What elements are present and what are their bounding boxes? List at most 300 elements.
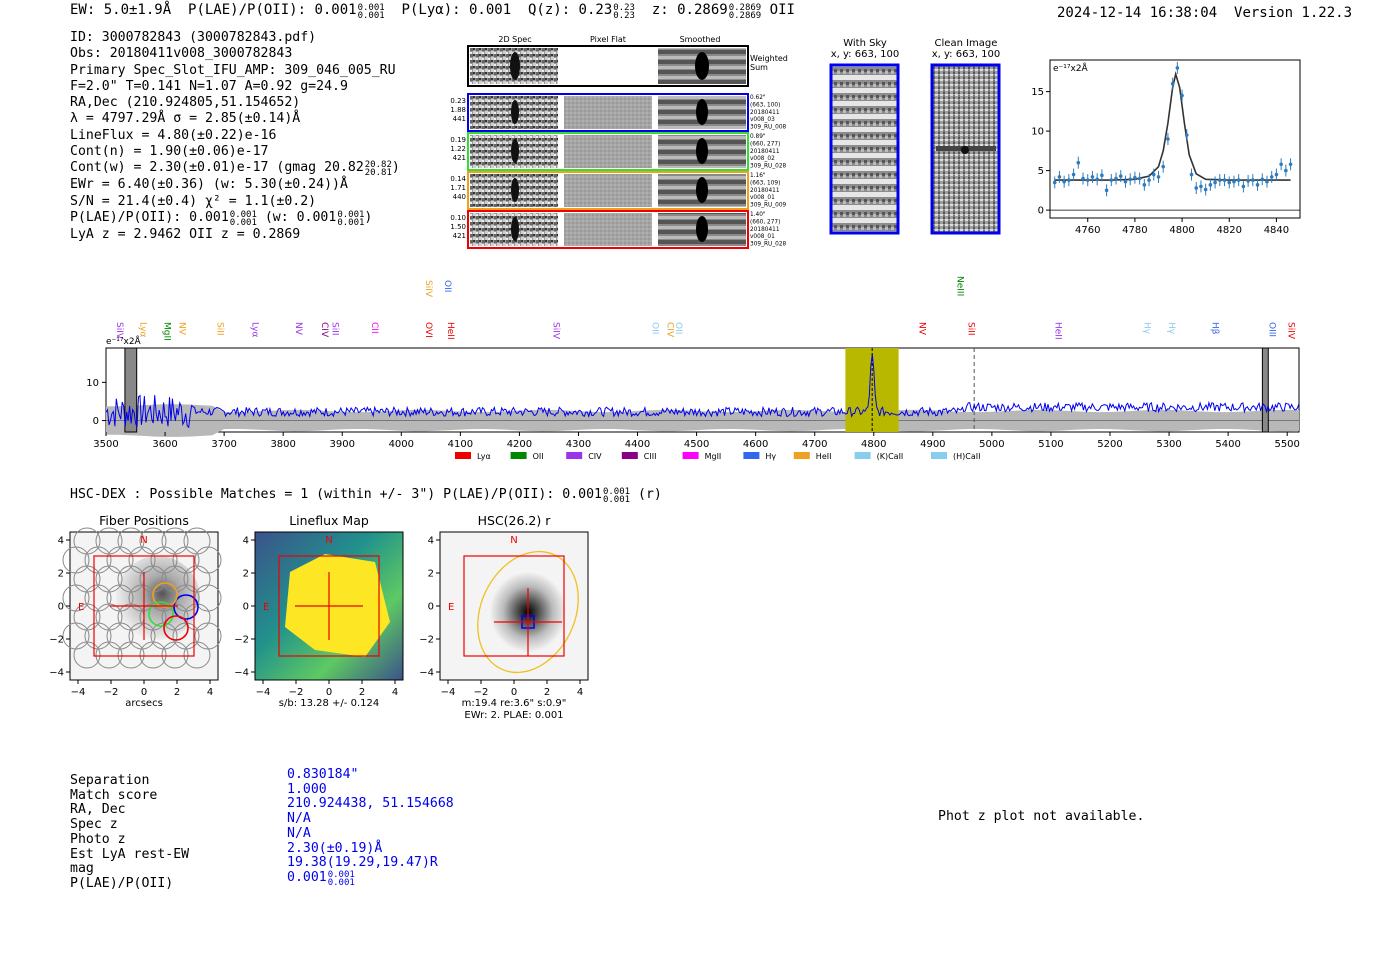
fit-data-point [1072,173,1076,177]
fiber-2d-spec-source [511,139,519,163]
header-plya: P(Lyα): 0.001 [401,2,512,18]
match-label-plae: P(LAE)/P(OII) [70,875,174,891]
spectrum-line-label: OII [673,322,684,335]
fiber-meta: v008_03 [750,117,775,124]
compass-east: E [263,602,270,613]
header-ew: EW: 5.0±1.9Å [70,2,172,18]
with-sky-image [831,65,898,233]
compass-east: E [448,602,455,613]
fiber-meta: (660, 277) [750,219,781,226]
fit-data-point [1100,174,1104,178]
panel-ytick-label: 2 [242,568,249,580]
fiber-stat: 421 [452,154,466,162]
legend-swatch [683,452,699,459]
panel-xtick-label: 0 [140,687,148,698]
full-spectrum-chart [70,272,1310,464]
panel-xtick-label: −2 [103,687,119,698]
spectrum-xtick-label: 3800 [270,439,296,450]
match-values [287,768,454,887]
match-value-mag: 19.38(19.29,19.47)R [287,855,438,871]
spectrum-xtick-label: 4100 [447,439,474,450]
fit-data-point [1279,162,1283,166]
panel-title: Lineflux Map [289,513,369,528]
spectrum-line-label: CIV [319,322,330,338]
header-datetime: 2024-12-14 16:38:04 [1057,5,1218,21]
legend-swatch [931,452,947,459]
header-qz: Q(z): 0.23 [527,2,613,18]
spectrum-xtick-label: 3500 [93,439,119,450]
fit-xtick-label: 4840 [1263,225,1290,235]
compass-east: E [78,602,85,613]
info-plae-w-sub: 0.001 [337,217,365,228]
panel-xtick-label: 2 [543,687,551,698]
spectrum-line-label: OVI [423,322,434,338]
clean-image-title: Clean Image [934,38,998,49]
header-plae-sub: 0.001 [357,11,385,21]
dex-sup: 0.001 [602,487,631,497]
panel-xlabel: m:19.4 re:3.6" s:0.9" [461,698,567,709]
info-contw-sub: 20.81 [364,168,392,179]
spectrum-xtick-label: 4500 [683,439,710,450]
fiber-meta: 1.16" [750,173,766,179]
legend-label: Hγ [765,452,777,461]
fiber-cutouts [440,30,820,260]
info-sn: S/N = 21.4(±0.4) χ² = 1.1(±0.2) [70,193,317,209]
match-label-lya-ew: Est LyA rest-EW [70,846,190,862]
info-plae-w-sup: 0.001 [337,209,365,220]
panel-title: HSC(26.2) r [477,513,551,528]
fiber-stat: 0.19 [450,136,466,144]
match-value-specz: N/A [287,811,311,827]
spectrum-xtick-label: 5000 [979,439,1005,450]
spectrum-line-label: SiIV [550,322,561,340]
fit-xtick-label: 4780 [1122,225,1148,235]
info-contw: Cont(w) = 2.30(±0.01)e-17 (gmag 20.82 [70,160,364,176]
spectrum-xtick-label: 3900 [329,439,355,450]
spectrum-line-label: Lyα [137,322,148,338]
panel-xtick-label: 0 [325,687,333,698]
imaging-panel-3 [419,513,597,721]
panel-ytick-label: −4 [419,667,434,679]
fiber-meta: 20180411 [750,226,780,233]
header-version: Version 1.22.3 [1234,5,1353,21]
info-plae-w-end: ) [364,209,373,225]
match-plae-sub: 0.001 [327,877,355,888]
fiber-stat: 0.10 [450,214,466,222]
info-plae-row [70,210,400,227]
compass-north: N [510,535,518,546]
info-contw-row [70,160,400,177]
spectrum-line-label: OII [649,322,660,335]
info-lyaz: LyA z = 2.9462 OII z = 0.2869 [70,226,301,242]
panel-xtick-label: −2 [288,687,304,698]
match-value-radec: 210.924438, 51.154668 [287,796,454,812]
panel-ytick-label: −4 [234,667,249,679]
match-value-lya-ew: 2.30(±0.19)Å [287,840,383,856]
legend-label: MgII [704,452,722,461]
fiber-stat: 1.22 [450,145,466,153]
fiber-cutout-row-3 [450,172,786,209]
header-plae-sup: 0.001 [357,3,385,13]
match-value-photoz: N/A [287,825,311,841]
fit-data-point [1105,189,1109,193]
cutout-col-title-1: 2D Spec [498,35,532,44]
fiber-cutout-row-2 [450,133,786,170]
fiber-smoothed-source [696,138,708,164]
fit-data-point [1147,178,1151,182]
spectrum-xtick-label: 5400 [1215,439,1241,450]
spectrum-xtick-label: 4000 [388,439,415,450]
weighted-sum-label-1: Weighted [750,54,788,63]
fiber-meta: 309_RU_028 [750,241,787,248]
clean-image-header [921,38,1011,60]
spectrum-xtick-label: 3600 [152,439,178,450]
fiber-meta: 0.89" [750,134,766,140]
panel-xtick-label: −4 [70,687,86,698]
legend-swatch [511,452,527,459]
fit-data-point [1251,178,1255,182]
legend-swatch [743,452,759,459]
fit-data-point [1058,175,1062,179]
fit-data-point [1157,175,1161,179]
spectrum-xtick-label: 4400 [624,439,651,450]
fiber-meta: 20180411 [750,109,780,116]
panel-sublabel: EWr: 2. PLAE: 0.001 [464,710,564,721]
legend-label: HeII [815,452,832,461]
fiber-stat: 1.71 [450,184,466,192]
fit-xtick-label: 4800 [1169,225,1195,235]
weighted-sum-label-2: Sum [750,63,768,72]
panel-ytick-label: −2 [49,634,64,646]
dex-text: HSC-DEX : Possible Matches = 1 (within +/- 3") P(LAE)/P(OII): 0.001 [70,487,602,502]
panel-ytick-label: 0 [242,601,249,613]
header-z: z: 0.2869 [651,2,728,18]
legend-label: Lyα [477,452,491,461]
spectrum-line-label: OIII [1266,322,1277,338]
spectrum-line-label: SiII [329,322,340,336]
spectrum-line-label: CIV [664,322,675,338]
fit-data-point [1091,175,1095,179]
imaging-panels [40,510,620,725]
fit-data-point [1133,176,1137,180]
panel-xtick-label: −4 [440,687,456,698]
legend-label: CIII [643,452,657,461]
panel-title: Fiber Positions [99,513,189,528]
fiber-stat: 440 [452,193,466,201]
fit-data-point [1204,188,1208,192]
fit-data-point [1180,94,1184,98]
legend-swatch [566,452,582,459]
fit-ytick-label: 15 [1031,87,1044,99]
fiber-2d-spec-source [511,217,519,241]
fiber-meta: 20180411 [750,187,780,194]
fit-data-point [1176,66,1180,70]
fit-data-point [1232,180,1236,184]
imaging-panel-1 [49,513,221,709]
panel-ytick-label: −2 [419,634,434,646]
fiber-cutout-row-1 [450,94,786,131]
spectrum-ytick-label: 0 [92,416,99,428]
info-primary: Primary Spec_Slot_IFU_AMP: 309_046_005_RU [70,62,396,78]
spectrum-line-label: Hβ [1209,322,1220,335]
match-value-plae-row [287,871,454,887]
dex-sub: 0.001 [602,495,631,505]
info-obs: Obs: 20180411v008_3000782843 [70,46,293,62]
spectrum-xtick-label: 4600 [742,439,769,450]
sky-images [828,62,1008,238]
info-id: ID: 3000782843 (3000782843.pdf) [70,30,317,45]
spectrum-xtick-label: 4900 [920,439,946,450]
fiber-pixel-flat [564,174,652,207]
spectrum-xtick-label: 4800 [861,439,887,450]
fit-data-point [1185,133,1189,137]
header-qz-sub: 0.23 [613,11,635,21]
weighted-sum-row [468,46,788,86]
legend-label: (H)CaII [953,452,981,461]
spectrum-xtick-label: 4300 [565,439,592,450]
spectrum-xtick-label: 5500 [1274,439,1300,450]
fiber-smoothed-source [696,177,708,203]
detection-info [70,30,400,243]
fit-data-point [1256,183,1260,187]
line-fit-chart [1030,55,1310,235]
fit-data-point [1213,181,1217,185]
fiber-meta: 0.62" [750,95,766,101]
fit-data-point [1062,180,1066,184]
fit-data-point [1138,177,1142,181]
legend-label: CIV [588,452,602,461]
match-plae-sup: 0.001 [327,869,355,880]
fiber-meta: v008_02 [750,156,775,163]
fit-data-point [1077,161,1081,165]
fiber-meta: (660, 277) [750,141,781,148]
hsc-dex-summary [70,487,662,504]
panel-ytick-label: 0 [57,601,64,613]
fit-data-point [1218,178,1222,182]
fit-data-point [1161,165,1165,169]
legend-swatch [622,452,638,459]
dex-end: (r) [638,487,662,502]
spectrum-xtick-label: 5300 [1156,439,1182,450]
fit-data-point [1086,178,1090,182]
spectrum-line-label: MgII [161,322,172,341]
fit-data-point [1128,177,1132,181]
spectrum-line-label: NV [176,322,187,335]
panel-xtick-label: −2 [473,687,489,698]
info-radec: RA,Dec (210.924805,51.154652) [70,95,301,111]
info-plae: P(LAE)/P(OII): 0.001 [70,209,229,225]
fit-data-point [1246,179,1250,183]
match-label-radec: RA, Dec [70,802,126,818]
info-ewr: EWr = 6.40(±0.36) (w: 5.30(±0.24))Å [70,177,348,193]
fiber-stat: 0.23 [450,97,466,105]
spectrum-line-label: OII [442,280,453,293]
fiber-stat: 441 [452,115,466,123]
fit-xtick-label: 4760 [1075,225,1101,235]
match-value-score: 1.000 [287,781,327,797]
panel-xtick-label: −4 [255,687,271,698]
panel-xlabel: s/b: 13.28 +/- 0.124 [278,698,380,709]
fiber-meta: (663, 100) [750,102,781,109]
spectrum-line-label: SiIV [114,322,125,340]
legend-swatch [455,452,471,459]
fit-data-point [1199,185,1203,189]
fit-xtick-label: 4820 [1216,225,1242,235]
fit-data-point [1143,183,1147,187]
cutout-col-title-2: Pixel Flat [590,35,626,44]
panel-ytick-label: 4 [242,535,249,547]
fit-data-point [1265,180,1269,184]
fit-ytick-label: 5 [1037,166,1044,178]
cutout-col-title-3: Smoothed [679,35,721,44]
fiber-meta: v008_01 [750,195,775,202]
fiber-stat: 0.14 [450,175,466,183]
panel-xtick-label: 0 [510,687,518,698]
header-qz-sup: 0.23 [613,3,635,13]
spectrum-line-label: SiIV [1285,322,1296,340]
fit-data-point [1152,173,1156,177]
fit-data-point [1124,180,1128,184]
with-sky-title: With Sky [843,38,887,49]
match-value-plae: 0.001 [287,869,327,885]
panel-ytick-label: 2 [427,568,434,580]
header-z-sup: 0.2869 [728,3,762,13]
fit-data-point [1270,175,1274,179]
fit-data-point [1289,162,1293,166]
fiber-meta: 20180411 [750,148,780,155]
spectrum-line-label: CII [369,322,379,334]
header-z-sub: 0.2869 [728,11,762,21]
fiber-stat: 421 [452,232,466,240]
legend-label: (K)CaII [876,452,904,461]
spectrum-line-label: Lyα [249,322,260,338]
panel-xtick-label: 2 [173,687,181,698]
info-plae-sub: 0.001 [229,217,257,228]
fiber-cutout-row-4 [450,211,786,248]
fit-data-point [1194,186,1198,190]
fit-data-point [1095,177,1099,181]
spectrum-line-label: SiIV [423,280,434,298]
fit-ytick-label: 10 [1031,126,1044,138]
phot-z-message: Phot z plot not available. [938,809,1145,824]
fit-data-point [1119,174,1123,178]
fit-data-point [1209,183,1213,187]
fit-data-point [1171,82,1175,86]
match-label-mag: mag [70,861,94,877]
fiber-meta: 309_RU_028 [750,163,787,170]
panel-xlabel: arcsecs [125,698,163,709]
fiber-meta: 309_RU_008 [750,124,787,131]
fit-data-point [1227,181,1231,185]
header-right [1057,5,1352,21]
compass-north: N [325,535,333,546]
fit-data-point [1223,178,1227,182]
spectrum-xtick-label: 3700 [211,439,237,450]
fit-data-point [1081,177,1085,181]
fiber-meta: 309_RU_009 [750,202,787,209]
panel-ytick-label: 4 [57,535,64,547]
info-lineflux: LineFlux = 4.80(±0.22)e-16 [70,127,277,143]
match-value-separation: 0.830184" [287,767,359,782]
fit-data-point [1237,178,1241,182]
spectrum-ytick-label: 10 [86,377,99,389]
fiber-stat: 1.50 [450,223,466,231]
fit-data-point [1166,137,1170,141]
info-fit: F=2.0" T=0.141 N=1.07 A=0.92 g=24.9 [70,78,348,94]
panel-xtick-label: 4 [576,687,584,698]
panel-ytick-label: 0 [427,601,434,613]
info-plae-sup: 0.001 [229,209,257,220]
spectrum-line-label: NV [293,322,304,335]
fit-ytick-label: 0 [1037,205,1044,217]
spectrum-line-label: HeII [1052,322,1063,340]
with-sky-header [820,38,910,60]
match-label-separation: Separation [70,773,150,788]
spectrum-line-label: SiII [965,322,976,336]
fiber-smoothed-source [696,216,708,242]
fit-data-point [1242,185,1246,189]
fiber-2d-spec-source [511,178,519,202]
fit-data-point [1067,178,1071,182]
panel-xtick-label: 4 [391,687,399,698]
fiber-pixel-flat [564,96,652,129]
header-z-line: OII [769,2,795,18]
fit-data-point [1053,181,1057,185]
match-labels [70,774,189,892]
panel-ytick-label: −4 [49,667,64,679]
fiber-meta: (663, 109) [750,180,781,187]
fit-data-point [1110,178,1114,182]
fiber-pixel-flat [564,213,652,246]
fiber-stat: 1.88 [450,106,466,114]
match-label-photoz: Photo z [70,831,126,847]
spectrum-line-label: Hγ [1166,322,1177,335]
with-sky-coords: x, y: 663, 100 [830,49,900,60]
match-label-specz: Spec z [70,817,118,833]
spectrum-line-label: NV [916,322,927,335]
legend-swatch [794,452,810,459]
header-summary [70,2,795,20]
panel-ytick-label: 4 [427,535,434,547]
panel-xtick-label: 4 [206,687,214,698]
clean-image-coords: x, y: 663, 100 [931,49,1001,60]
legend-swatch [855,452,871,459]
spectrum-line-label: SiII [214,322,225,336]
spectrum-line-label: NeIII [954,276,965,297]
panel-xtick-label: 2 [358,687,366,698]
info-lambda: λ = 4797.29Å σ = 2.85(±0.14)Å [70,111,301,127]
spectrum-xtick-label: 4200 [506,439,533,450]
fit-ylabel: e⁻¹⁷x2Å [1053,64,1088,74]
info-contn: Cont(n) = 1.90(±0.06)e-17 [70,144,269,160]
imaging-panel-2 [234,513,403,709]
match-label-score: Match score [70,787,158,803]
fiber-smoothed-source [696,99,708,125]
fit-data-point [1284,169,1288,173]
compass-north: N [140,535,148,546]
spectrum-masked-region [1262,348,1268,432]
header-plae: P(LAE)/P(OII): 0.001 [188,2,357,18]
legend-label: OII [532,452,544,461]
spectrum-xtick-label: 5200 [1097,439,1123,450]
fiber-pixel-flat [564,135,652,168]
info-contw-sup: 20.82 [364,160,392,171]
spectrum-ylabel: e⁻¹⁷x2Å [106,337,141,347]
fit-data-point [1260,177,1264,181]
fiber-2d-spec-source [511,100,519,124]
spectrum-xtick-label: 5100 [1038,439,1064,450]
fit-data-point [1275,173,1279,177]
